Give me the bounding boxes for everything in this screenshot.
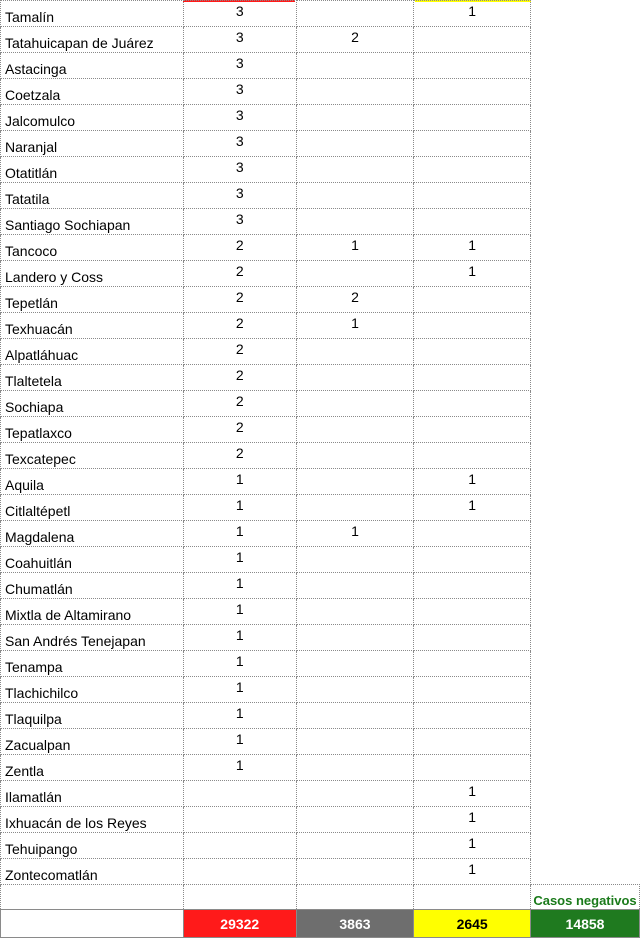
count-col-2: [296, 833, 414, 859]
municipality-name: Zontecomatlán: [1, 859, 184, 885]
count-col-2: [296, 755, 414, 781]
count-col-2: [296, 729, 414, 755]
count-col-3: 1: [414, 261, 531, 287]
count-col-3: [414, 573, 531, 599]
empty-cell: [531, 183, 640, 209]
table-row: [1, 287, 640, 313]
count-col-3: [414, 287, 531, 313]
spacer-cell: [1, 885, 184, 910]
spacer-row: [1, 885, 640, 910]
table-row: [1, 157, 640, 183]
count-col-2: [296, 105, 414, 131]
count-col-2: 2: [296, 287, 414, 313]
municipality-name: Naranjal: [1, 131, 184, 157]
municipality-name: Tlaltetela: [1, 365, 184, 391]
empty-cell: [531, 703, 640, 729]
empty-cell: [531, 79, 640, 105]
municipality-name: Tatatila: [1, 183, 184, 209]
count-col-3: [414, 313, 531, 339]
table-row: [1, 547, 640, 573]
spacer-cell: [296, 885, 414, 910]
empty-cell: [531, 209, 640, 235]
count-col-3: [414, 391, 531, 417]
table-row: [1, 651, 640, 677]
count-col-1: 1: [183, 755, 296, 781]
count-col-2: [296, 547, 414, 573]
empty-cell: [531, 391, 640, 417]
count-col-1: 2: [183, 313, 296, 339]
municipality-name: Coahuitlán: [1, 547, 184, 573]
count-col-1: 1: [183, 469, 296, 495]
count-col-2: 1: [296, 521, 414, 547]
count-col-2: [296, 209, 414, 235]
municipality-name: Tlaquilpa: [1, 703, 184, 729]
municipality-name: Tepatlaxco: [1, 417, 184, 443]
count-col-1: 3: [183, 131, 296, 157]
count-col-3: 1: [414, 781, 531, 807]
count-col-3: [414, 729, 531, 755]
count-col-2: [296, 573, 414, 599]
municipality-name: Tancoco: [1, 235, 184, 261]
table-row: [1, 131, 640, 157]
table-row: [1, 625, 640, 651]
count-col-3: 1: [414, 1, 531, 27]
count-col-1: 2: [183, 391, 296, 417]
table-row: [1, 235, 640, 261]
count-col-2: [296, 651, 414, 677]
count-col-1: 2: [183, 235, 296, 261]
municipality-name: Zentla: [1, 755, 184, 781]
total-yellow: 2645: [414, 910, 531, 938]
count-col-1: 2: [183, 261, 296, 287]
municipality-name: Otatitlán: [1, 157, 184, 183]
count-col-3: [414, 209, 531, 235]
count-col-3: [414, 625, 531, 651]
count-col-1: [183, 807, 296, 833]
count-col-1: [183, 833, 296, 859]
count-col-2: [296, 339, 414, 365]
table-row: [1, 105, 640, 131]
municipality-name: Ixhuacán de los Reyes: [1, 807, 184, 833]
table-row: [1, 183, 640, 209]
empty-cell: [531, 261, 640, 287]
municipality-name: Jalcomulco: [1, 105, 184, 131]
table-row: [1, 339, 640, 365]
municipality-name: Mixtla de Altamirano: [1, 599, 184, 625]
municipality-name: Sochiapa: [1, 391, 184, 417]
count-col-3: [414, 521, 531, 547]
municipality-name: Texcatepec: [1, 443, 184, 469]
count-col-2: [296, 79, 414, 105]
count-col-1: 1: [183, 651, 296, 677]
municipality-name: Tenampa: [1, 651, 184, 677]
municipality-name: Zacualpan: [1, 729, 184, 755]
spacer-cell: [414, 885, 531, 910]
empty-cell: [531, 495, 640, 521]
empty-cell: [531, 469, 640, 495]
count-col-3: [414, 599, 531, 625]
empty-cell: [531, 625, 640, 651]
empty-cell: [531, 807, 640, 833]
table-row: [1, 833, 640, 859]
count-col-1: 2: [183, 365, 296, 391]
count-col-3: 1: [414, 469, 531, 495]
count-col-1: 2: [183, 417, 296, 443]
table-row: [1, 469, 640, 495]
count-col-1: 2: [183, 339, 296, 365]
count-col-1: 1: [183, 521, 296, 547]
count-col-1: [183, 859, 296, 885]
count-col-3: [414, 27, 531, 53]
count-col-1: 3: [183, 53, 296, 79]
table-row: [1, 495, 640, 521]
count-col-1: 1: [183, 703, 296, 729]
empty-cell: [531, 27, 640, 53]
table-row: [1, 417, 640, 443]
table-row: [1, 313, 640, 339]
count-col-2: [296, 859, 414, 885]
count-col-3: [414, 417, 531, 443]
count-col-2: [296, 599, 414, 625]
municipality-name: Chumatlán: [1, 573, 184, 599]
count-col-3: 1: [414, 807, 531, 833]
count-col-2: [296, 261, 414, 287]
count-col-3: [414, 703, 531, 729]
empty-cell: [531, 755, 640, 781]
count-col-1: 1: [183, 573, 296, 599]
table-row: [1, 677, 640, 703]
municipality-name: Tatahuicapan de Juárez: [1, 27, 184, 53]
count-col-2: [296, 495, 414, 521]
table-row: [1, 755, 640, 781]
table-row: [1, 703, 640, 729]
empty-cell: [531, 105, 640, 131]
municipality-name: Aquila: [1, 469, 184, 495]
municipality-name: Texhuacán: [1, 313, 184, 339]
count-col-1: [183, 781, 296, 807]
count-col-3: [414, 755, 531, 781]
count-col-2: [296, 53, 414, 79]
count-col-3: [414, 677, 531, 703]
count-col-3: 1: [414, 495, 531, 521]
table-row: [1, 859, 640, 885]
empty-cell: [531, 339, 640, 365]
totals-blank-cell: [1, 910, 184, 938]
count-col-2: 2: [296, 27, 414, 53]
municipality-name: Magdalena: [1, 521, 184, 547]
empty-cell: [531, 157, 640, 183]
count-col-3: 1: [414, 859, 531, 885]
count-col-1: 1: [183, 729, 296, 755]
count-col-1: 3: [183, 79, 296, 105]
count-col-3: [414, 53, 531, 79]
table-row: [1, 53, 640, 79]
empty-cell: [531, 443, 640, 469]
count-col-3: [414, 365, 531, 391]
count-col-1: 3: [183, 157, 296, 183]
empty-cell: [531, 859, 640, 885]
municipality-name: San Andrés Tenejapan: [1, 625, 184, 651]
count-col-1: 2: [183, 443, 296, 469]
empty-cell: [531, 729, 640, 755]
count-col-1: 3: [183, 105, 296, 131]
municipality-name: Tlachichilco: [1, 677, 184, 703]
count-col-1: 1: [183, 625, 296, 651]
empty-cell: [531, 781, 640, 807]
count-col-3: [414, 547, 531, 573]
count-col-1: 3: [183, 209, 296, 235]
empty-cell: [531, 677, 640, 703]
count-col-1: 1: [183, 547, 296, 573]
table-row: [1, 781, 640, 807]
count-col-2: [296, 469, 414, 495]
count-col-3: 1: [414, 833, 531, 859]
municipality-name: Tamalín: [1, 1, 184, 27]
municipality-name: Tepetlán: [1, 287, 184, 313]
table-row: [1, 365, 640, 391]
count-col-2: [296, 157, 414, 183]
count-col-3: [414, 79, 531, 105]
count-col-2: [296, 807, 414, 833]
empty-cell: [531, 573, 640, 599]
empty-cell: [531, 365, 640, 391]
count-col-2: [296, 131, 414, 157]
table-row: [1, 261, 640, 287]
count-col-2: [296, 391, 414, 417]
table-row: [1, 209, 640, 235]
count-col-2: [296, 781, 414, 807]
empty-cell: [531, 313, 640, 339]
empty-cell: [531, 599, 640, 625]
table-row: [1, 573, 640, 599]
count-col-2: [296, 443, 414, 469]
count-col-1: 3: [183, 183, 296, 209]
count-col-3: [414, 131, 531, 157]
table-row: [1, 443, 640, 469]
empty-cell: [531, 1, 640, 27]
count-col-3: [414, 183, 531, 209]
count-col-2: [296, 625, 414, 651]
count-col-3: [414, 339, 531, 365]
municipality-name: Santiago Sochiapan: [1, 209, 184, 235]
count-col-2: [296, 417, 414, 443]
count-col-2: [296, 365, 414, 391]
totals-row: [1, 910, 640, 938]
empty-cell: [531, 833, 640, 859]
count-col-2: [296, 703, 414, 729]
count-col-2: [296, 183, 414, 209]
count-col-3: [414, 157, 531, 183]
count-col-3: [414, 443, 531, 469]
municipality-name: Astacinga: [1, 53, 184, 79]
count-col-2: [296, 677, 414, 703]
total-green: 14858: [531, 910, 640, 938]
table-row: [1, 79, 640, 105]
count-col-1: 3: [183, 27, 296, 53]
count-col-1: 1: [183, 495, 296, 521]
table-row: [1, 391, 640, 417]
municipality-name: Tehuipango: [1, 833, 184, 859]
municipality-name: Landero y Coss: [1, 261, 184, 287]
empty-cell: [531, 521, 640, 547]
table-row: [1, 27, 640, 53]
municipality-name: Ilamatlán: [1, 781, 184, 807]
count-col-3: [414, 105, 531, 131]
table-row: [1, 729, 640, 755]
total-red: 29322: [183, 910, 296, 938]
table-row: [1, 599, 640, 625]
empty-cell: [531, 235, 640, 261]
negatives-label: Casos negativos: [531, 885, 640, 910]
empty-cell: [531, 53, 640, 79]
municipality-name: Citlaltépetl: [1, 495, 184, 521]
count-col-1: 2: [183, 287, 296, 313]
municipality-name: Coetzala: [1, 79, 184, 105]
count-col-1: 1: [183, 677, 296, 703]
table-row: [1, 1, 640, 27]
empty-cell: [531, 287, 640, 313]
empty-cell: [531, 547, 640, 573]
count-col-2: 1: [296, 313, 414, 339]
count-col-2: 1: [296, 235, 414, 261]
count-col-1: 3: [183, 1, 296, 27]
count-col-3: 1: [414, 235, 531, 261]
municipality-name: Alpatláhuac: [1, 339, 184, 365]
count-col-3: [414, 651, 531, 677]
table-row: [1, 807, 640, 833]
empty-cell: [531, 651, 640, 677]
table-row: [1, 521, 640, 547]
spacer-cell: [183, 885, 296, 910]
count-col-1: 1: [183, 599, 296, 625]
empty-cell: [531, 131, 640, 157]
count-col-2: [296, 1, 414, 27]
empty-cell: [531, 417, 640, 443]
table-body: [1, 1, 640, 938]
total-gray: 3863: [296, 910, 414, 938]
